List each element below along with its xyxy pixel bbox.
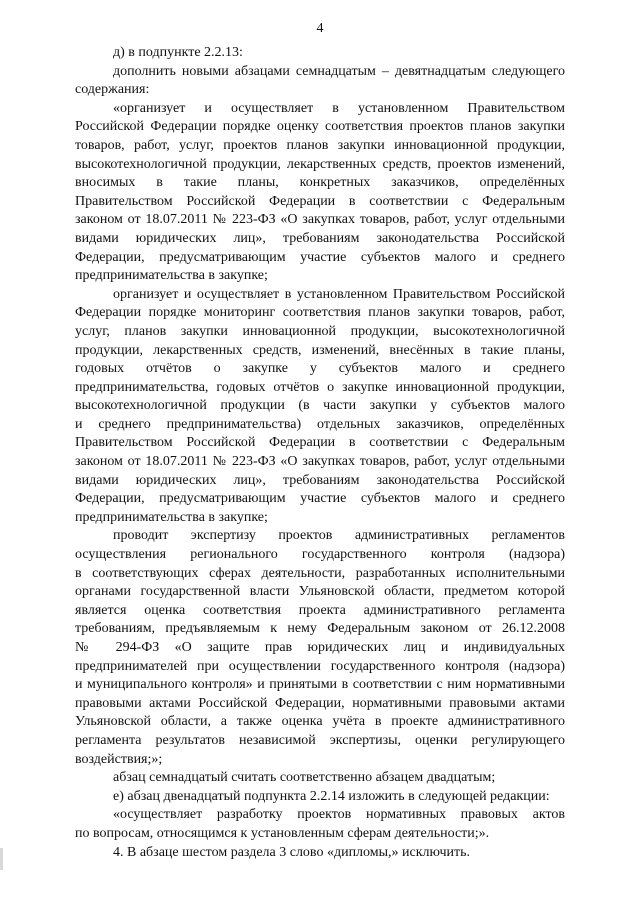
text-line: видами юридических лиц», требованиям законодательства Российской (75, 230, 565, 246)
text-line: является оценка соответствия проекта административного регламента (75, 602, 565, 618)
text-line: Правительством Российской Федерации в соответствии с Федеральным (75, 193, 565, 209)
text-line: регламента результатов независимой экспертизы, оценки регулирующего (75, 732, 565, 748)
text-line: проводит экспертизу проектов административных регламентов (113, 528, 565, 544)
text-line: е) абзац двенадцатый подпункта 2.2.14 изложить в следующей редакции: (113, 788, 550, 804)
text-line: продукции, лекарственных средств, изменений, внесённых в такие планы, (75, 342, 565, 358)
text-line: Российской Федерации порядке оценку соответствия проектов планов закупки (75, 119, 565, 135)
text-line: предпринимательства, годовых отчётов о закупке инновационной продукции, (75, 379, 565, 395)
text-line: организует и осуществляет в установленном Правительством Российской (113, 286, 565, 302)
text-line: предпринимателей при осуществлении государственного контроля (надзора) (75, 658, 565, 674)
text-line: 4. В абзаце шестом раздела 3 слово «дипломы,» исключить. (113, 844, 470, 860)
text-line: товаров, работ, услуг, проектов планов закупки инновационной продукции, (75, 137, 565, 153)
document-body (75, 44, 565, 862)
text-line: Федерации порядке мониторинг соответствия планов закупки товаров, работ, (75, 305, 565, 321)
text-line: «организует и осуществляет в установленном Правительством (113, 100, 565, 116)
text-line: д) в подпункте 2.2.13: (113, 45, 243, 60)
text-line: Ульяновской области, а также оценка учёта в проекте административного (75, 714, 565, 730)
text-line: предпринимательства в закупке; (75, 509, 268, 525)
page-number: 4 (316, 21, 324, 36)
text-line: высокотехнологичной продукции, лекарственных средств, проектов изменений, (75, 156, 565, 172)
text-line: содержания: (75, 82, 150, 98)
text-line: и среднего предпринимательства) отдельных заказчиков, определённых (75, 416, 565, 432)
text-line: дополнить новыми абзацами семнадцатым – девятнадцатым следующего (113, 63, 565, 79)
text-line: видами юридических лиц», требованиям законодательства Российской (75, 472, 565, 488)
text-line: и муниципального контроля» и принятыми в соответствии с ним нормативными (75, 677, 565, 693)
text-line: Правительством Российской Федерации в соответствии с Федеральным (75, 435, 565, 451)
text-line: предпринимательства в закупке; (75, 268, 268, 284)
text-line: Федерации, предусматривающим участие субъектов малого и среднего (75, 249, 565, 265)
text-line: вносимых в такие планы, конкретных заказчиков, определённых (75, 175, 565, 191)
text-line: № 294-ФЗ «О защите прав юридических лиц и индивидуальных (75, 640, 565, 655)
text-line: правовыми актами Российской Федерации, нормативными правовыми актами (75, 695, 565, 711)
text-line: высокотехнологичной продукции (в части закупки у субъектов малого (75, 398, 565, 414)
text-line: по вопросам, относящимся к установленным сферам деятельности;». (75, 825, 490, 841)
text-line: законом от 18.07.2011 № 223-ФЗ «О закупках товаров, работ, услуг отдельными (75, 454, 565, 470)
text-line: органами государственной власти Ульяновской области, предметом которой (75, 584, 565, 600)
text-line: услуг, планов закупки инновационной продукции, высокотехнологичной (75, 323, 565, 339)
text-line: Федерации, предусматривающим участие субъектов малого и среднего (75, 491, 565, 507)
text-line: в соответствующих сферах деятельности, разработанных исполнительными (75, 565, 565, 581)
text-line: воздействия;»; (75, 751, 163, 767)
text-line: осуществления регионального государственного контроля (надзора) (75, 547, 565, 563)
scan-edge-mark (0, 848, 3, 870)
text-line: «осуществляет разработку проектов нормативных правовых актов (113, 807, 565, 823)
text-line: законом от 18.07.2011 № 223-ФЗ «О закупках товаров, работ, услуг отдельными (75, 212, 565, 228)
text-line: абзац семнадцатый считать соответственно абзацем двадцатым; (113, 770, 496, 786)
text-line: требованиям, предъявляемым к нему Федеральным законом от 26.12.2008 (75, 621, 565, 637)
text-line: годовых отчётов о закупке у субъектов малого и среднего (75, 361, 565, 377)
